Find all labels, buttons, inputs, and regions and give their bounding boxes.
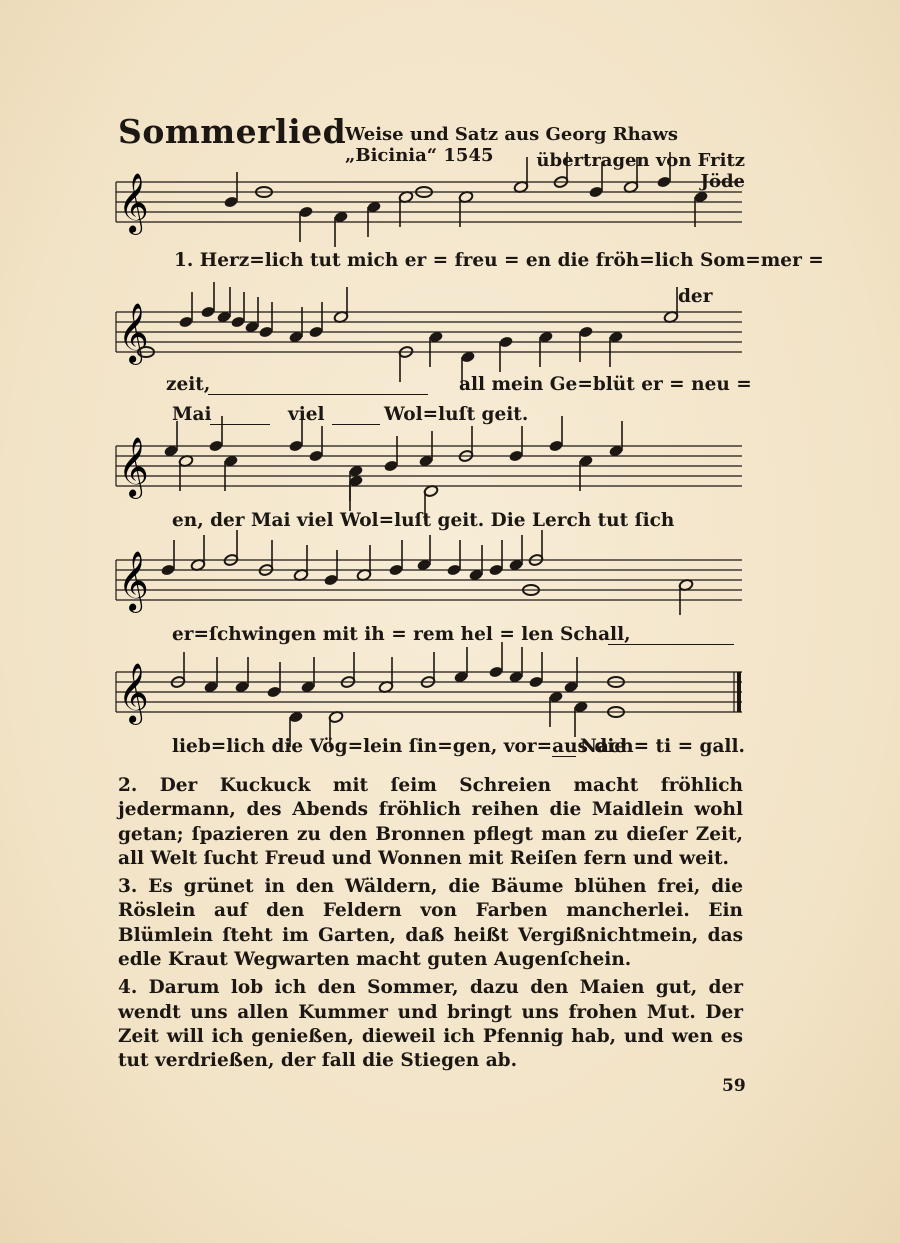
music-system-5 xyxy=(116,660,744,770)
staff-5 xyxy=(116,660,744,740)
staff-3 xyxy=(116,434,744,514)
melisma-line xyxy=(210,424,270,425)
lyric-line-1: 1. Herz=lich tut mich er = freu = en die fröh=lich Som=mer = xyxy=(174,250,824,271)
verses xyxy=(118,774,743,1078)
lyric-line-4: er=ſchwingen mit ih = rem hel = len Schall, xyxy=(172,624,631,645)
treble-clef-icon: 𝄞 xyxy=(118,437,149,497)
music-system-3 xyxy=(116,434,744,544)
lyric-line-2b: all mein Ge=blüt er = neu = xyxy=(459,374,752,395)
staff-2 xyxy=(116,300,744,380)
verse-2: 2. Der Kuckuck mit ſeim Schreien macht fröhlich jedermann, des Abends fröhlich reihen die Maidlein wohl getan; ſpazieren zu den Bronnen pflegt man zu dieſer Zeit, all Welt ſucht Freud und Wonnen mit Reiſen fern und weit. xyxy=(118,775,743,869)
melisma-line xyxy=(552,756,576,757)
credit-line-1: Weise und Satz aus Georg Rhaws „Bicinia“ 1545 xyxy=(345,124,679,166)
song-title: Sommerlied xyxy=(118,112,347,151)
staff-4 xyxy=(116,548,744,628)
music-system-1 xyxy=(116,170,824,307)
melisma-line xyxy=(208,394,428,395)
lyric-line-5b: Nach= ti = gall. xyxy=(580,736,745,757)
verse-4: 4. Darum lob ich den Sommer, dazu den Maien gut, der wendt uns allen Kummer und bringt uns frohen Mut. Der Zeit will ich genießen, dieweil ich Pfennig hab, und wen es tut verdrießen, der fall die Stiegen ab. xyxy=(118,977,743,1072)
verse-3: 3. Es grünet in den Wäldern, die Bäume blühen frei, die Röslein auf den Feldern von Farben mancherlei. Ein Blümlein ſteht im Garten, daß heißt Vergißnichtmein, das edle Kraut Wegwarten macht guten Augenſchein. xyxy=(118,876,743,971)
treble-clef-icon: 𝄞 xyxy=(118,303,149,363)
treble-clef-icon: 𝄞 xyxy=(118,173,149,233)
lyric-line-3: en, der Mai viel Wol=luſt geit. Die Lerch tut ſich xyxy=(172,510,675,531)
final-barline xyxy=(737,672,741,712)
credit-line-2: übertragen von Fritz Jöde xyxy=(536,150,745,192)
lyric-line-2c-2: viel xyxy=(288,404,325,425)
lyric-line-2a: zeit, xyxy=(166,374,211,395)
lyric-above-1: der xyxy=(678,286,713,307)
melisma-line xyxy=(608,644,734,645)
lyric-line-2c-1: Mai xyxy=(172,404,212,425)
lyric-line-5a: lieb=lich die Vög=lein ſin=gen, vor=aus die xyxy=(172,736,627,757)
music-system-4 xyxy=(116,548,744,658)
melisma-line xyxy=(332,424,380,425)
staff-1 xyxy=(116,170,744,250)
page-number: 59 xyxy=(722,1076,746,1096)
treble-clef-icon: 𝄞 xyxy=(118,551,149,611)
music-system-2 xyxy=(116,300,752,430)
lyric-line-2c-3: Wol=luſt geit. xyxy=(384,404,529,425)
treble-clef-icon: 𝄞 xyxy=(118,663,149,723)
